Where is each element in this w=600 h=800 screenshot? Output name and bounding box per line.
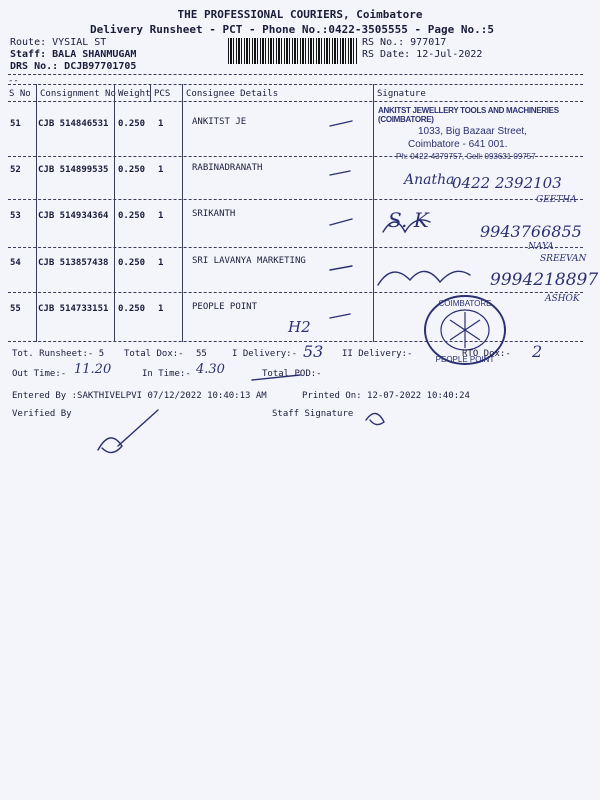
handwritten-signature: S. K [388, 208, 429, 232]
handwritten-in-time: 4.30 [196, 362, 225, 377]
row-pcs: 1 [158, 165, 164, 175]
row-consignment: CJB 514899535 [38, 165, 109, 175]
row-weight: 0.250 [118, 211, 146, 221]
stamp-line: ANKITST JEWELLERY TOOLS AND MACHINERIES (COIMBATORE) [378, 106, 559, 124]
row-consignee: SRIKANTH [192, 209, 236, 219]
row-pcs: 1 [158, 211, 164, 221]
col-weight: Weight [118, 89, 151, 99]
total-dox-label: Total Dox:- [124, 349, 184, 359]
runsheet-title: Delivery Runsheet - PCT - Phone No.:0422-3505555 - Page No.:5 [90, 23, 494, 36]
row-weight: 0.250 [118, 258, 146, 268]
handwritten-count: H2 [288, 318, 311, 336]
stamp-line: 1033, Big Bazaar Street, [418, 126, 527, 137]
handwritten-name: GEETHA [536, 195, 577, 205]
handwritten-phone: 0422 2392103 [452, 174, 562, 192]
col-signature: Signature [377, 89, 426, 99]
dash-marker: -- [8, 76, 19, 86]
handwritten-pod-count: 2 [532, 342, 543, 361]
row-consignment: CJB 514934364 [38, 211, 109, 221]
row-consignee: ANKITST JE [192, 117, 247, 127]
col-pcs: PCS [154, 89, 171, 99]
ii-delivery-label: II Delivery:- [342, 349, 413, 359]
row-pcs: 1 [158, 258, 164, 268]
company-title: THE PROFESSIONAL COURIERS, Coimbatore [177, 8, 423, 21]
handwritten-out-time: 11.20 [74, 362, 112, 377]
total-dox-value: 55 [196, 349, 207, 359]
handwritten-name: Anatha [404, 172, 455, 188]
round-stamp-top: COIMBATORE [438, 299, 492, 308]
col-consignee: Consignee Details [186, 89, 279, 99]
rto-dox-label: RTO Dox:- [462, 349, 511, 359]
row-weight: 0.250 [118, 304, 146, 314]
round-stamp-bottom: PEOPLE POINT [435, 355, 495, 364]
row-sno: 55 [10, 304, 21, 314]
row-pcs: 1 [158, 304, 164, 314]
col-sno: S No [9, 89, 31, 99]
handwritten-phone: 9994218897 [490, 270, 599, 290]
row-consignee: SRI LAVANYA MARKETING [192, 256, 306, 266]
row-sno: 51 [10, 119, 21, 129]
col-consignment: Consignment No [40, 89, 116, 99]
entered-by: Entered By :SAKTHIVELPVI 07/12/2022 10:40:13 AM [12, 391, 267, 401]
row-weight: 0.250 [118, 119, 146, 129]
in-time-label: In Time:- [142, 369, 191, 379]
row-sno: 54 [10, 258, 21, 268]
handwritten-delivery-count: 53 [303, 342, 324, 361]
handwritten-name: ASHOK [545, 294, 580, 304]
drs-number: DRS No.: DCJB97701705 [10, 61, 137, 72]
staff-label: Staff: BALA SHANMUGAM [10, 49, 137, 60]
out-time-label: Out Time:- [12, 369, 67, 379]
staff-signature-label: Staff Signature [272, 409, 354, 419]
printed-on: Printed On: 12-07-2022 10:40:24 [302, 391, 470, 401]
rs-date: RS Date: 12-Jul-2022 [362, 49, 483, 60]
row-pcs: 1 [158, 119, 164, 129]
row-consignment: CJB 513857438 [38, 258, 109, 268]
row-consignment: CJB 514846531 [38, 119, 109, 129]
handwritten-name: SREEVAN [540, 254, 587, 264]
handwritten-name: NAYA [528, 242, 554, 252]
total-pod-label: Total POD:- [262, 369, 322, 379]
route-label: Route: VYSIAL ST [10, 37, 107, 48]
verified-by-label: Verified By [12, 409, 72, 419]
stamp-line: Ph: 0422-4379757, Cell: 093631 09757 [396, 152, 536, 161]
company-stamp [378, 106, 578, 161]
row-weight: 0.250 [118, 165, 146, 175]
row-sno: 52 [10, 165, 21, 175]
row-consignee: PEOPLE POINT [192, 302, 258, 312]
total-runsheet: Tot. Runsheet:- 5 [12, 349, 105, 359]
handwritten-phone: 9943766855 [480, 222, 582, 241]
row-consignment: CJB 514733151 [38, 304, 109, 314]
row-consignee: RABINADRANATH [192, 163, 263, 173]
rs-number: RS No.: 977017 [362, 37, 447, 48]
i-delivery-label: I Delivery:- [232, 349, 298, 359]
row-sno: 53 [10, 211, 21, 221]
stamp-line: Coimbatore - 641 001. [408, 139, 508, 150]
